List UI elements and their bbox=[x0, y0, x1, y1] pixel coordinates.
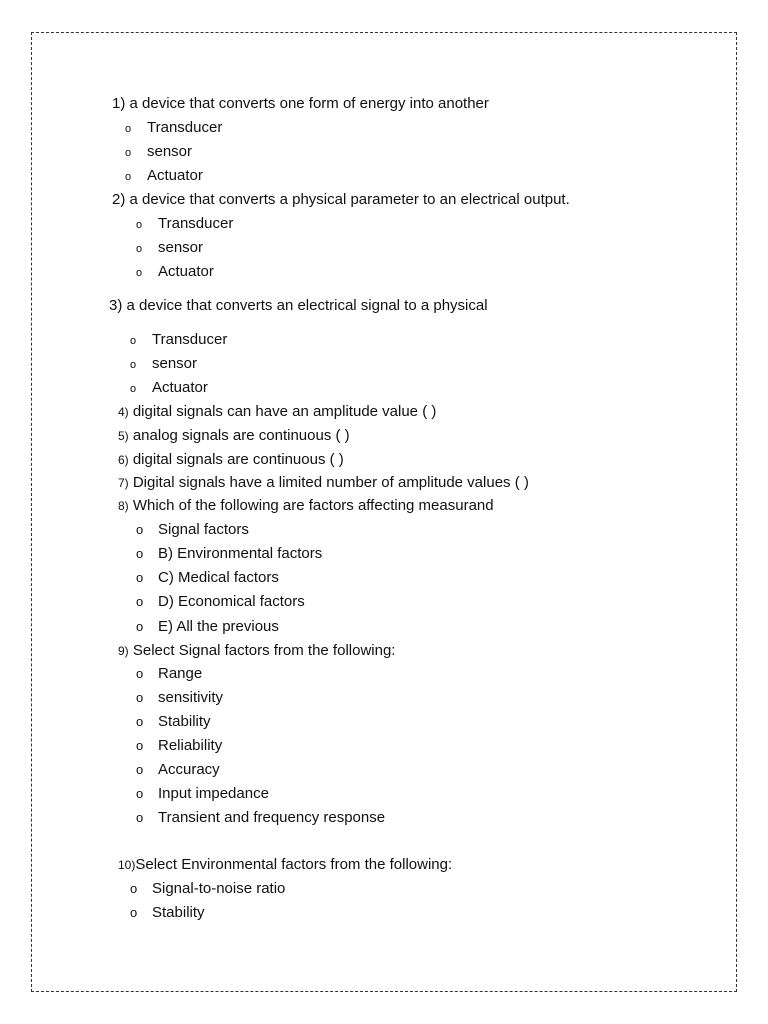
bullet-icon: o bbox=[130, 905, 138, 920]
bullet-icon: o bbox=[136, 243, 143, 255]
option-text: Reliability bbox=[158, 737, 223, 754]
option-text: D) Economical factors bbox=[158, 593, 305, 610]
option-item bbox=[130, 880, 285, 898]
option-text: Signal factors bbox=[158, 521, 249, 538]
option-text: sensor bbox=[152, 355, 198, 372]
question-8 bbox=[118, 497, 494, 515]
question-5 bbox=[118, 427, 350, 445]
question-number: 8) bbox=[118, 499, 129, 513]
option-text: sensitivity bbox=[158, 689, 224, 706]
question-9 bbox=[118, 642, 395, 660]
option-item bbox=[136, 689, 223, 707]
question-text: a device that converts a physical parameter to an electrical output. bbox=[129, 191, 570, 208]
option-item bbox=[136, 215, 233, 234]
question-text: digital signals are continuous ( ) bbox=[132, 451, 344, 468]
option-text: B) Environmental factors bbox=[158, 545, 323, 562]
question-4 bbox=[118, 403, 436, 421]
option-text: Range bbox=[158, 665, 203, 682]
option-item bbox=[136, 593, 305, 611]
bullet-icon: o bbox=[125, 123, 132, 135]
question-text: Digital signals have a limited number of amplitude values ( ) bbox=[132, 474, 529, 491]
bullet-icon: o bbox=[125, 147, 132, 159]
option-item bbox=[136, 569, 279, 587]
question-number: 3) bbox=[109, 297, 123, 314]
bullet-icon: o bbox=[136, 762, 144, 777]
option-item bbox=[136, 737, 222, 755]
question-text: digital signals can have an amplitude value ( ) bbox=[132, 403, 437, 420]
bullet-icon: o bbox=[136, 690, 144, 705]
option-text: Input impedance bbox=[158, 785, 269, 802]
bullet-icon: o bbox=[136, 546, 144, 561]
option-item bbox=[130, 355, 197, 374]
option-text: Actuator bbox=[158, 263, 214, 280]
option-item bbox=[130, 331, 227, 350]
bullet-icon: o bbox=[130, 335, 137, 347]
option-text: Accuracy bbox=[158, 761, 220, 778]
option-text: C) Medical factors bbox=[158, 569, 279, 586]
bullet-icon: o bbox=[136, 267, 143, 279]
question-number: 1) bbox=[112, 95, 126, 112]
option-text: Actuator bbox=[152, 379, 208, 396]
question-text: Select Environmental factors from the following: bbox=[135, 856, 453, 873]
question-number: 4) bbox=[118, 405, 129, 419]
question-7 bbox=[118, 474, 529, 492]
bullet-icon: o bbox=[130, 359, 137, 371]
option-text: Signal-to-noise ratio bbox=[152, 880, 286, 897]
question-number: 6) bbox=[118, 453, 129, 467]
bullet-icon: o bbox=[136, 594, 144, 609]
question-6 bbox=[118, 451, 344, 469]
question-number: 2) bbox=[112, 191, 126, 208]
question-number: 5) bbox=[118, 429, 129, 443]
option-item bbox=[125, 143, 192, 162]
option-text: Transient and frequency response bbox=[158, 809, 386, 826]
question-3 bbox=[109, 297, 488, 315]
option-item bbox=[136, 618, 279, 636]
question-2 bbox=[112, 191, 570, 209]
option-text: Transducer bbox=[147, 119, 223, 136]
bullet-icon: o bbox=[136, 810, 144, 825]
option-item bbox=[136, 713, 211, 731]
bullet-icon: o bbox=[136, 666, 144, 681]
option-item bbox=[136, 665, 202, 683]
bullet-icon: o bbox=[136, 786, 144, 801]
question-text: a device that converts an electrical signal to a physical bbox=[126, 297, 488, 314]
bullet-icon: o bbox=[130, 383, 137, 395]
option-text: E) All the previous bbox=[158, 618, 279, 635]
bullet-icon: o bbox=[125, 171, 132, 183]
option-item bbox=[136, 239, 203, 258]
question-text: Select Signal factors from the following: bbox=[132, 642, 396, 659]
question-10 bbox=[118, 856, 452, 874]
option-item bbox=[125, 167, 203, 186]
question-number: 7) bbox=[118, 476, 129, 490]
bullet-icon: o bbox=[136, 570, 144, 585]
option-text: Transducer bbox=[158, 215, 234, 232]
option-text: Stability bbox=[158, 713, 211, 730]
question-text: analog signals are continuous ( ) bbox=[132, 427, 350, 444]
bullet-icon: o bbox=[136, 522, 144, 537]
option-text: Stability bbox=[152, 904, 205, 921]
option-item bbox=[130, 904, 205, 922]
option-text: Transducer bbox=[152, 331, 228, 348]
bullet-icon: o bbox=[136, 714, 144, 729]
option-text: sensor bbox=[147, 143, 193, 160]
option-text: sensor bbox=[158, 239, 204, 256]
option-item bbox=[136, 785, 269, 803]
option-item bbox=[136, 263, 214, 282]
question-text: Which of the following are factors affecting measurand bbox=[132, 497, 494, 514]
bullet-icon: o bbox=[130, 881, 138, 896]
bullet-icon: o bbox=[136, 738, 144, 753]
option-item bbox=[130, 379, 208, 398]
option-item bbox=[125, 119, 222, 138]
bullet-icon: o bbox=[136, 219, 143, 231]
question-number: 10) bbox=[118, 858, 136, 872]
question-1 bbox=[112, 95, 489, 113]
option-text: Actuator bbox=[147, 167, 203, 184]
option-item bbox=[136, 545, 322, 563]
option-item bbox=[136, 521, 249, 539]
option-item bbox=[136, 761, 220, 779]
question-text: a device that converts one form of energy into another bbox=[129, 95, 489, 112]
bullet-icon: o bbox=[136, 619, 144, 634]
question-number: 9) bbox=[118, 644, 129, 658]
option-item bbox=[136, 809, 385, 827]
